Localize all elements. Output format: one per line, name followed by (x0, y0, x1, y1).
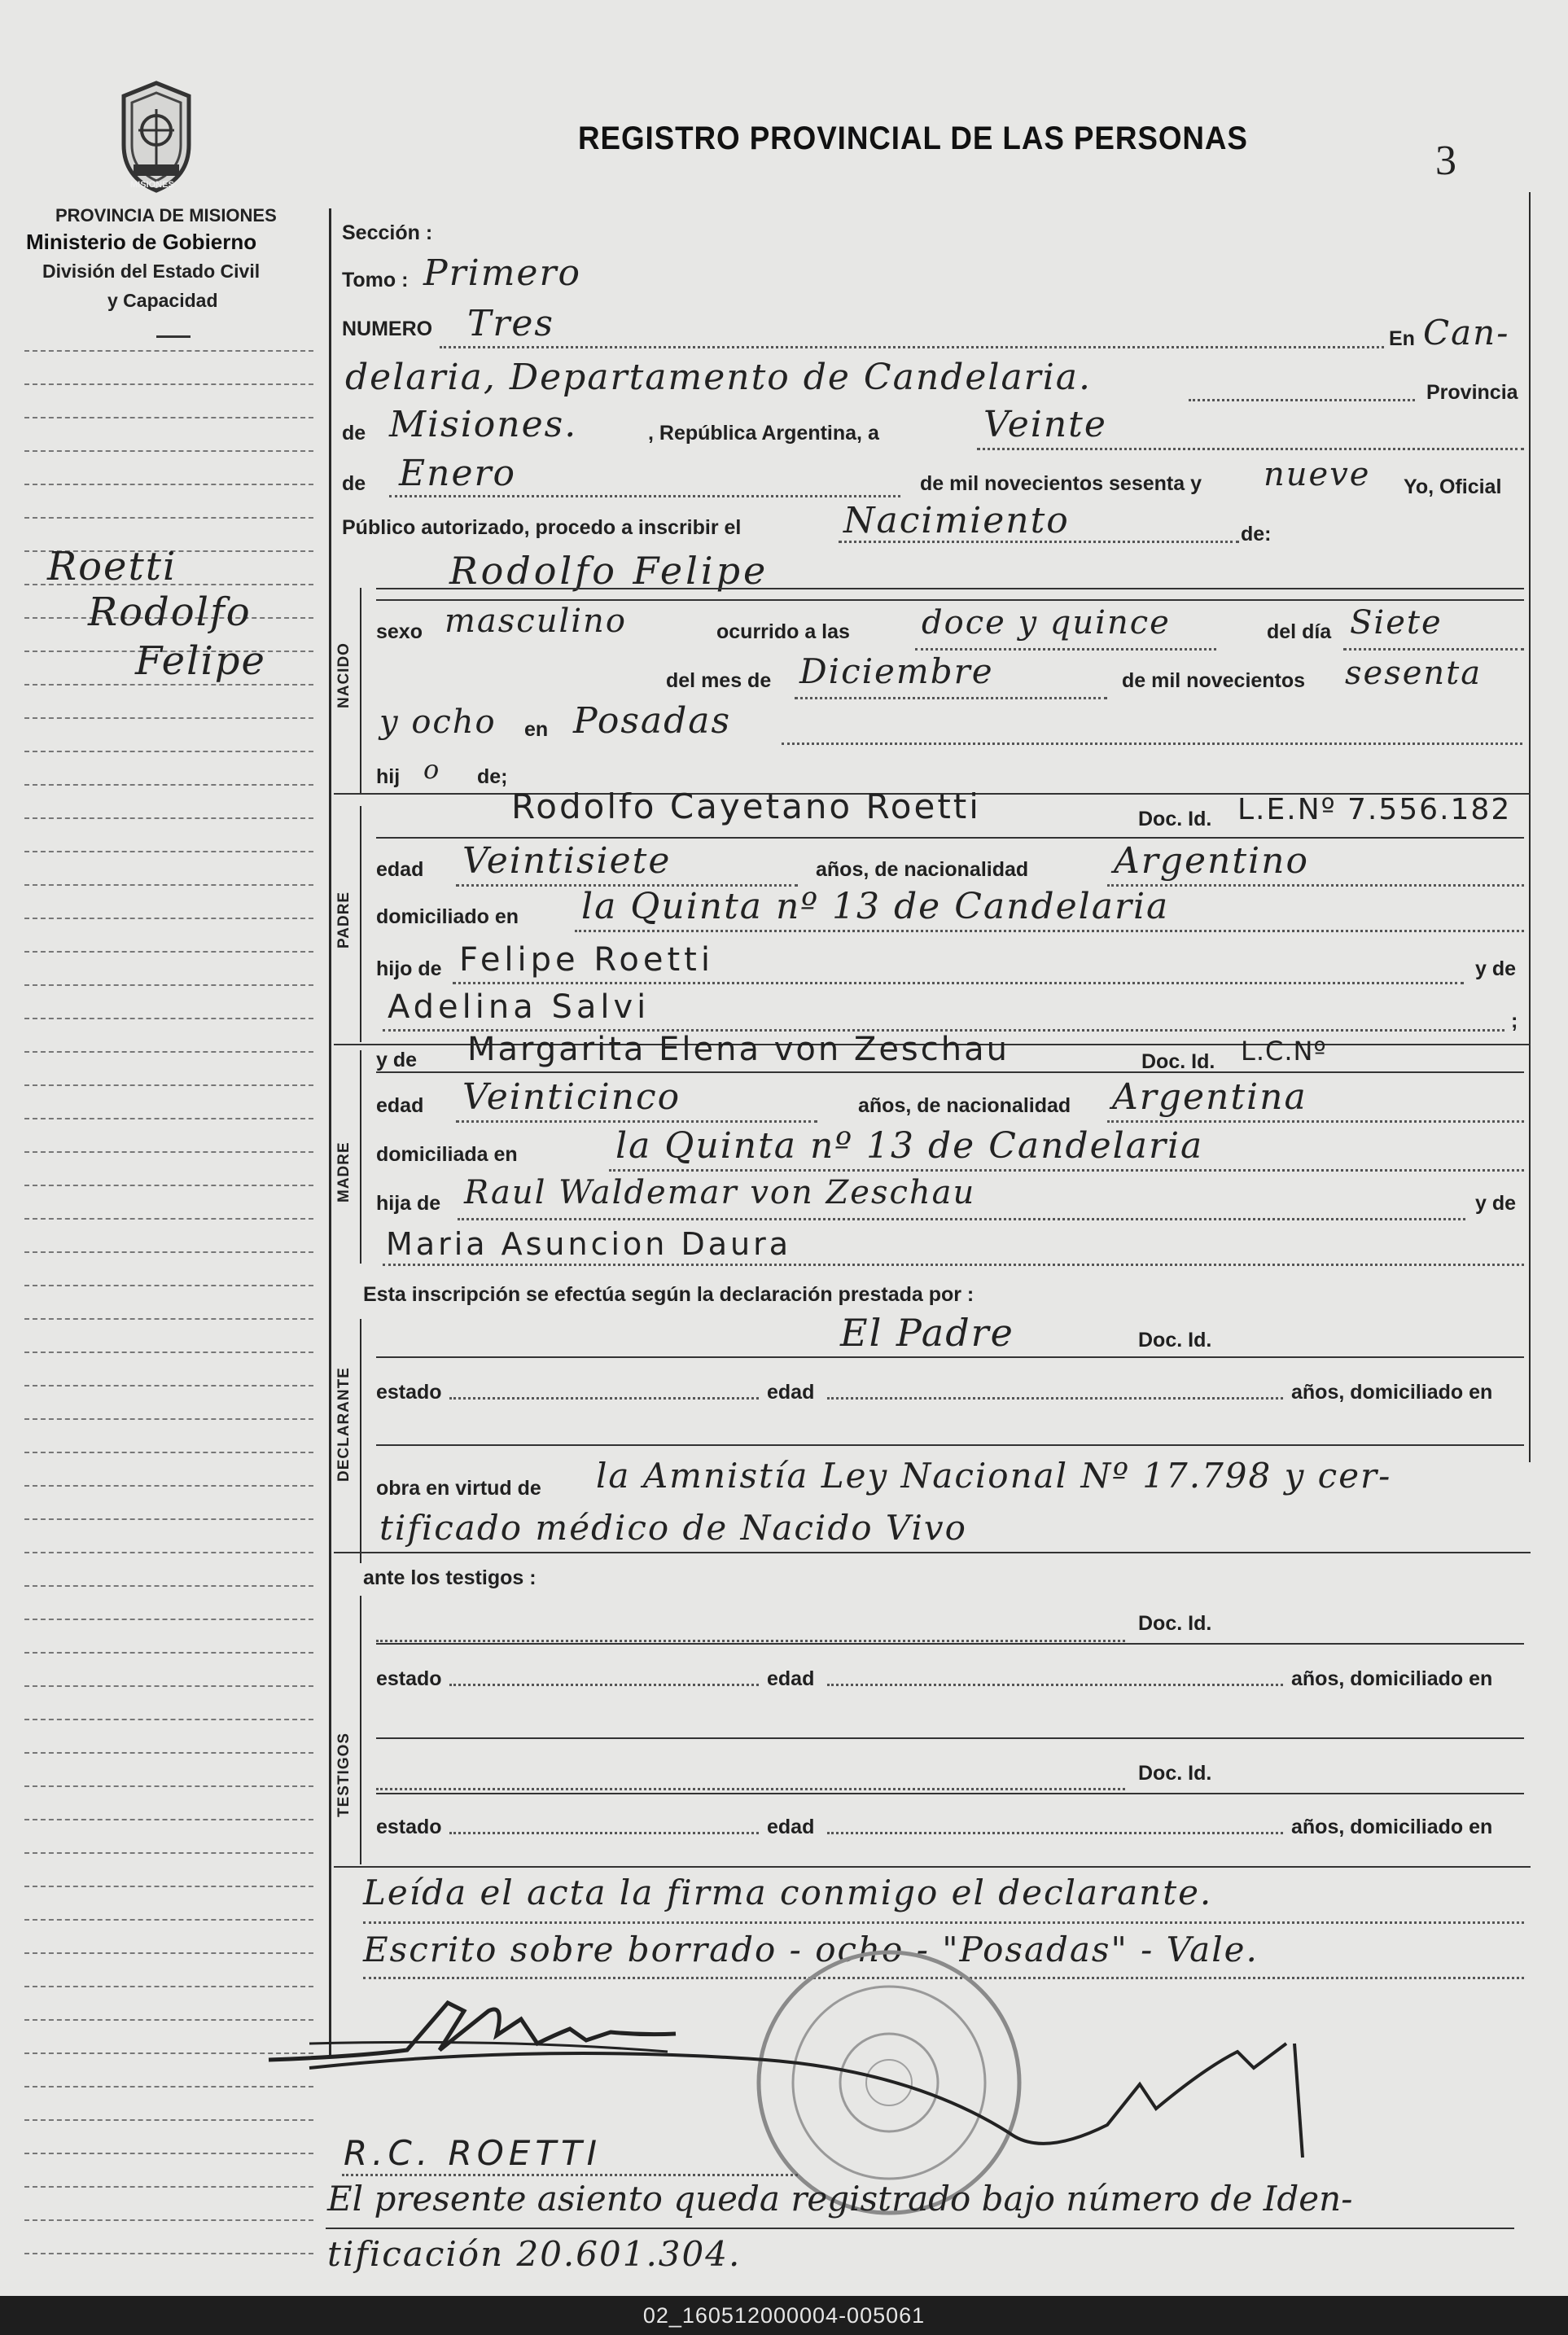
value-padre-dom: la Quinta nº 13 de Candelaria (581, 886, 1170, 927)
office-line-4: y Capacidad (107, 290, 218, 311)
label-ante-testigos: ante los testigos : (363, 1566, 537, 1589)
margin-ruled-line (24, 450, 313, 452)
label-doc-id-testigo-2: Doc. Id. (1138, 1762, 1212, 1785)
label-provincia: Provincia (1426, 381, 1518, 404)
dia-line (1343, 648, 1524, 651)
margin-ruled-line (24, 484, 313, 485)
estado-testigo-2-line (449, 1832, 759, 1834)
label-de-semi: de; (477, 765, 508, 788)
margin-ruled-line (24, 2186, 313, 2188)
label-y-de-padre: y de (1475, 957, 1517, 980)
madre-nombre-line (376, 1071, 1524, 1073)
label-republica: , República Argentina, a (648, 422, 879, 445)
margin-ruled-line (24, 717, 313, 719)
hora-line (915, 648, 1216, 651)
abuela-m-line (383, 1264, 1524, 1266)
value-madre-nac: Argentina (1112, 1076, 1307, 1118)
margin-ruled-line (24, 1452, 313, 1453)
label-anos-dom-testigo-1: años, domiciliado en (1291, 1667, 1493, 1690)
label-en: En (1389, 327, 1415, 350)
label-doc-id-testigo-1: Doc. Id. (1138, 1612, 1212, 1635)
value-numero: Tres (467, 303, 554, 344)
testigo-1-rule (376, 1643, 1524, 1645)
value-madre-doc: L.C.Nº (1241, 1036, 1327, 1067)
margin-ruled-line (24, 1852, 313, 1854)
value-ano-nac-1: sesenta (1345, 655, 1483, 692)
mes-nac-line (795, 697, 1107, 699)
numero-line (440, 346, 1384, 348)
value-hijo-suffix: o (423, 754, 441, 785)
value-madre-dom: la Quinta nº 13 de Candelaria (615, 1125, 1204, 1167)
margin-ruled-line (24, 1018, 313, 1019)
margin-ruled-line (24, 884, 313, 886)
label-de-mes: de (342, 472, 366, 495)
office-underline (156, 335, 191, 338)
testigo-2-rule (376, 1793, 1524, 1794)
label-sexo: sexo (376, 620, 423, 643)
bottom-note-line-2: tificación 20.601.304. (327, 2234, 742, 2274)
value-abuelo-p: Felipe Roetti (459, 941, 714, 979)
label-semicolon: ; (1511, 1010, 1518, 1032)
testigo-1-dom-line (376, 1737, 1524, 1739)
margin-ruled-line (24, 417, 313, 418)
acto-line (839, 541, 1239, 543)
label-anos-dom-declarante: años, domiciliado en (1291, 1381, 1493, 1404)
label-anos-nac-madre: años, de nacionalidad (858, 1094, 1071, 1117)
value-padre-edad: Veintisiete (462, 840, 672, 882)
label-ocurrido: ocurrido a las (716, 620, 850, 643)
value-lugar-2: delaria, Departamento de Candelaria. (345, 357, 1093, 398)
label-hijo: hij (376, 765, 401, 788)
value-dia-a: Veinte (983, 404, 1107, 445)
label-estado-testigo-1: estado (376, 1667, 442, 1690)
office-line-3: División del Estado Civil (42, 261, 261, 282)
label-estado-testigo-2: estado (376, 1816, 442, 1838)
label-edad-padre: edad (376, 858, 424, 881)
lugar-nac-line (782, 743, 1522, 745)
declarante-dom-line (376, 1444, 1524, 1446)
edad-declarante-line (827, 1397, 1283, 1400)
margin-ruled-line (24, 851, 313, 852)
margin-ruled-line (24, 1118, 313, 1119)
label-y-de-madre-2: y de (1475, 1192, 1517, 1215)
value-hora: doce y quince (922, 604, 1171, 642)
bottom-note-line-1: El presente asiento queda registrado bajo número de Iden- (327, 2179, 1353, 2219)
declarante-bracket (360, 1319, 361, 1563)
madre-edad-line (456, 1120, 817, 1123)
label-mil-novecientos: de mil novecientos sesenta y (920, 472, 1202, 495)
testigos-bracket (360, 1596, 361, 1864)
label-doc-id-madre: Doc. Id. (1141, 1050, 1215, 1073)
label-del-mes: del mes de (666, 669, 772, 692)
seal-text: MISIONES (130, 180, 174, 190)
value-abuela-p: Adelina Salvi (388, 988, 650, 1026)
margin-ruled-line (24, 1819, 313, 1820)
padre-bracket (360, 806, 361, 1042)
margin-ruled-line (24, 1719, 313, 1720)
margin-note-line-3: Felipe (135, 638, 266, 684)
nacido-line-top-b (376, 599, 1524, 601)
label-hijo-de: hijo de (376, 957, 442, 980)
nacido-line-top (376, 588, 1524, 589)
margin-ruled-line (24, 1318, 313, 1320)
margin-ruled-line (24, 1652, 313, 1654)
label-anos-dom-testigo-2: años, domiciliado en (1291, 1816, 1493, 1838)
margin-ruled-line (24, 1485, 313, 1487)
label-de-provincia: de (342, 422, 366, 445)
value-lugar-nac: Posadas (573, 700, 732, 742)
label-seccion: Sección : (342, 221, 433, 244)
declarant-signature-name: R.C. ROETTI (344, 2133, 602, 2173)
obra-line (334, 1552, 1531, 1553)
frame-left-border (329, 208, 331, 2057)
margin-ruled-line (24, 517, 313, 519)
value-padre-nombre: Rodolfo Cayetano Roetti (511, 786, 981, 826)
label-y-de-madre: y de (376, 1049, 418, 1071)
margin-ruled-line (24, 1919, 313, 1921)
margin-ruled-line (24, 2086, 313, 2087)
margin-ruled-line (24, 1418, 313, 1420)
value-nombre-nacido: Rodolfo Felipe (449, 549, 769, 593)
value-padre-nac: Argentino (1114, 840, 1309, 882)
margin-ruled-line (24, 751, 313, 752)
testigos-bottom-line (334, 1866, 1531, 1868)
office-line-1: PROVINCIA DE MISIONES (55, 205, 277, 226)
value-padre-doc: L.E.Nº 7.556.182 (1237, 793, 1512, 826)
value-obra-1: la Amnistía Ley Nacional Nº 17.798 y cer- (596, 1456, 1392, 1496)
label-en-lower: en (524, 718, 549, 741)
office-line-2: Ministerio de Gobierno (26, 230, 257, 254)
label-edad-madre: edad (376, 1094, 424, 1117)
label-publico: Público autorizado, procedo a inscribir el (342, 516, 742, 539)
label-yo-oficial: Yo, Oficial (1404, 475, 1502, 498)
value-ano: nueve (1264, 456, 1371, 493)
margin-ruled-line (24, 2119, 313, 2121)
margin-ruled-line (24, 1185, 313, 1186)
madre-nac-line (1107, 1120, 1524, 1123)
margin-ruled-line (24, 1585, 313, 1587)
margin-ruled-line (24, 1051, 313, 1053)
value-obra-2: tificado médico de Nacido Vivo (379, 1508, 967, 1548)
margin-ruled-line (24, 1685, 313, 1687)
margin-ruled-line (24, 383, 313, 385)
margin-ruled-line (24, 1251, 313, 1253)
margin-note-line-2: Rodolfo (88, 589, 252, 635)
label-edad-testigo-2: edad (767, 1816, 815, 1838)
margin-ruled-line (24, 1518, 313, 1520)
padre-nombre-line (376, 837, 1524, 839)
value-madre-nombre: Margarita Elena von Zeschau (467, 1031, 1010, 1068)
madre-bracket (360, 1050, 361, 1264)
edad-testigo-1-line (827, 1684, 1283, 1686)
margin-ruled-line (24, 1285, 313, 1286)
provincial-seal (116, 80, 197, 194)
margin-ruled-line (24, 2253, 313, 2254)
margin-ruled-line (24, 817, 313, 819)
value-mes: Enero (399, 453, 517, 494)
value-provincia: Misiones. (389, 404, 578, 445)
value-mes-nac: Diciembre (799, 651, 994, 691)
value-dia: Siete (1350, 604, 1443, 642)
section-label-testigos: TESTIGOS (335, 1732, 353, 1818)
label-anos-nac-padre: años, de nacionalidad (816, 858, 1029, 881)
margin-ruled-line (24, 1084, 313, 1086)
margin-ruled-line (24, 1385, 313, 1387)
label-mil-novecientos-2: de mil novecientos (1122, 669, 1306, 692)
label-edad-testigo-1: edad (767, 1667, 815, 1690)
madre-dom-line (609, 1169, 1524, 1172)
label-doc-id-declarante: Doc. Id. (1138, 1329, 1212, 1351)
closing-line-1-rule (363, 1921, 1524, 1924)
image-id-footer: 02_160512000004-005061 (0, 2296, 1568, 2335)
nacido-bracket (360, 588, 361, 793)
label-numero: NUMERO (342, 318, 433, 340)
label-del-dia: del día (1267, 620, 1332, 643)
mes-line (389, 495, 900, 497)
value-tomo: Primero (423, 252, 581, 294)
closing-line-1: Leída el acta la firma conmigo el declarante. (363, 1873, 1213, 1912)
margin-ruled-line (24, 1552, 313, 1553)
label-estado-declarante: estado (376, 1381, 442, 1404)
value-lugar-1: Can- (1423, 313, 1510, 353)
margin-ruled-line (24, 2219, 313, 2221)
value-abuelo-m: Raul Waldemar von Zeschau (464, 1174, 976, 1211)
margin-ruled-line (24, 350, 313, 352)
value-abuela-m: Maria Asuncion Daura (386, 1226, 791, 1262)
testigo-2-line (376, 1788, 1125, 1790)
margin-ruled-line (24, 2153, 313, 2154)
margin-note-line-1: Roetti (47, 544, 177, 589)
margin-ruled-line (24, 1886, 313, 1887)
margin-ruled-line (24, 918, 313, 919)
padre-nac-line (1107, 884, 1524, 887)
label-declaracion: Esta inscripción se efectúa según la declaración prestada por : (363, 1283, 975, 1306)
value-declarante: El Padre (840, 1311, 1014, 1355)
section-label-nacido: NACIDO (335, 642, 353, 709)
value-ano-nac-2: y ocho (379, 703, 497, 741)
margin-ruled-line (24, 784, 313, 786)
label-domiciliado-padre: domiciliado en (376, 905, 519, 928)
signature-name-rule (342, 2174, 798, 2176)
margin-ruled-line (24, 684, 313, 686)
section-label-declarante: DECLARANTE (335, 1367, 353, 1483)
edad-testigo-2-line (827, 1832, 1283, 1834)
page-number: 3 (1435, 138, 1456, 184)
margin-ruled-line (24, 1785, 313, 1787)
margin-ruled-line (24, 1218, 313, 1220)
declarante-line (376, 1356, 1524, 1358)
lugar-line (1189, 399, 1415, 401)
margin-ruled-line (24, 1619, 313, 1620)
margin-ruled-line (24, 1752, 313, 1754)
dia-a-line (977, 448, 1524, 450)
bottom-note-rule-1 (326, 2228, 1514, 2229)
margin-ruled-line (24, 1151, 313, 1153)
label-tomo: Tomo : (342, 269, 409, 291)
label-de-colon: de: (1241, 523, 1272, 545)
margin-ruled-line (24, 1351, 313, 1353)
label-edad-declarante: edad (767, 1381, 815, 1404)
closing-line-2: Escrito sobre borrado - ocho - "Posadas" - Vale. (363, 1930, 1259, 1969)
section-label-padre: PADRE (335, 891, 353, 949)
value-madre-edad: Veinticinco (462, 1076, 681, 1118)
label-doc-id-padre: Doc. Id. (1138, 808, 1212, 830)
abuelo-p-line (453, 982, 1464, 984)
estado-testigo-1-line (449, 1684, 759, 1686)
testigo-1-line (376, 1640, 1125, 1642)
margin-ruled-line (24, 984, 313, 986)
section-label-madre: MADRE (335, 1141, 353, 1203)
label-hija-de: hija de (376, 1192, 441, 1215)
padre-dom-line (575, 930, 1524, 932)
label-obra: obra en virtud de (376, 1477, 541, 1500)
estado-declarante-line (449, 1397, 759, 1400)
margin-ruled-line (24, 1952, 313, 1954)
document-title: REGISTRO PROVINCIAL DE LAS PERSONAS (578, 120, 1248, 156)
abuelo-m-line (458, 1218, 1465, 1220)
frame-right-border (1529, 192, 1531, 1462)
label-domiciliada: domiciliada en (376, 1143, 518, 1166)
value-sexo: masculino (445, 602, 627, 640)
margin-ruled-line (24, 951, 313, 953)
value-acto: Nacimiento (843, 500, 1070, 541)
